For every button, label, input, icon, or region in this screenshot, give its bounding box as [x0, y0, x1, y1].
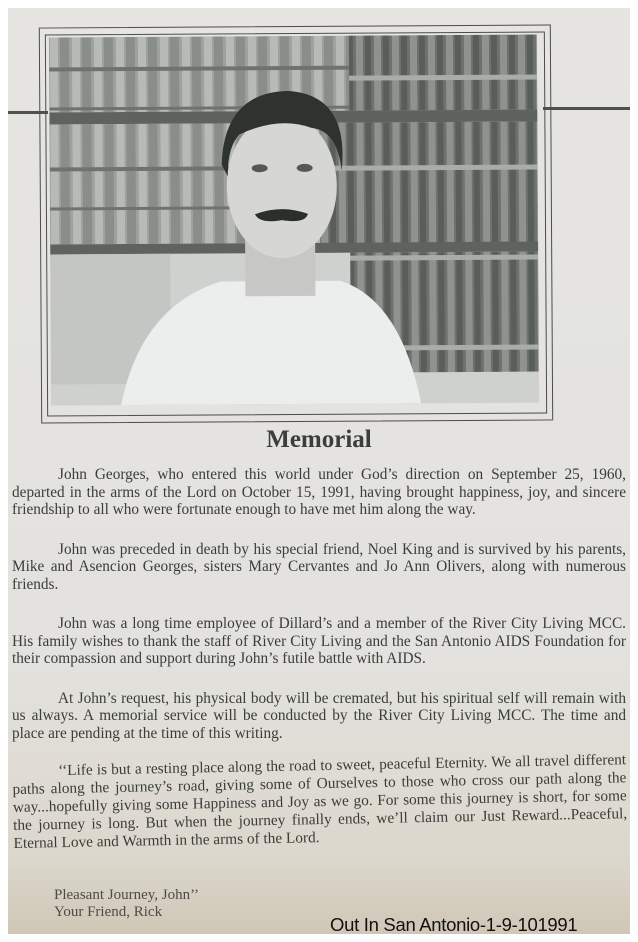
decorative-rule-right [543, 107, 630, 110]
signature-line-2: Your Friend, Rick [54, 904, 163, 920]
signature [54, 887, 199, 921]
paragraph-birth-death: John Georges, who entered this world under God’s direction on September 25, 1960, departed in the arms of the Lord on October 15, 1991, having brought happiness, joy, and sincere friendship to all who were fortunate enough to have met him along the way. [12, 466, 626, 518]
memorial-title: Memorial [266, 426, 372, 453]
source-caption: Out In San Antonio-1-9-101991 [330, 914, 578, 934]
newspaper-clipping [8, 8, 630, 934]
portrait-photo [49, 35, 539, 406]
paragraph-service: At John’s request, his physical body will be cremated, but his spiritual self will remain with us always. A memorial service will be conducted by the River City Living MCC. The time and place are pending at the time of this writing. [12, 689, 626, 742]
portrait-photo-graphic [49, 35, 539, 406]
paragraph-employment: John was a long time employee of Dillard’s and a member of the River City Living MCC. His family wishes to thank the staff of River City Living and the San Antonio AIDS Foundation for their compassion and support during John’s futile battle with AIDS. [12, 615, 626, 667]
signature-line-1: Pleasant Journey, John’’ [54, 887, 199, 903]
paragraph-quote: ‘‘Life is but a resting place along the road to sweet, peaceful Eternity. We all travel different paths along the journey’s road, giving some of Ourselves to those who cross our path along the way...hopefully giving some Happiness and Joy as we go. For some this journey is short, for some the journey is long. But when the journey finally ends, we’ll claim our Just Reward...Peaceful, Eternal Love and Warmth in the arms of the Lord. [12, 751, 628, 852]
memorial-body [12, 466, 626, 875]
paragraph-survivors: John was preceded in death by his special friend, Noel King and is survived by his parents, Mike and Asencion Georges, sisters Mary Cervantes and Jo Ann Olivers, along with numerous friends. [12, 540, 626, 593]
